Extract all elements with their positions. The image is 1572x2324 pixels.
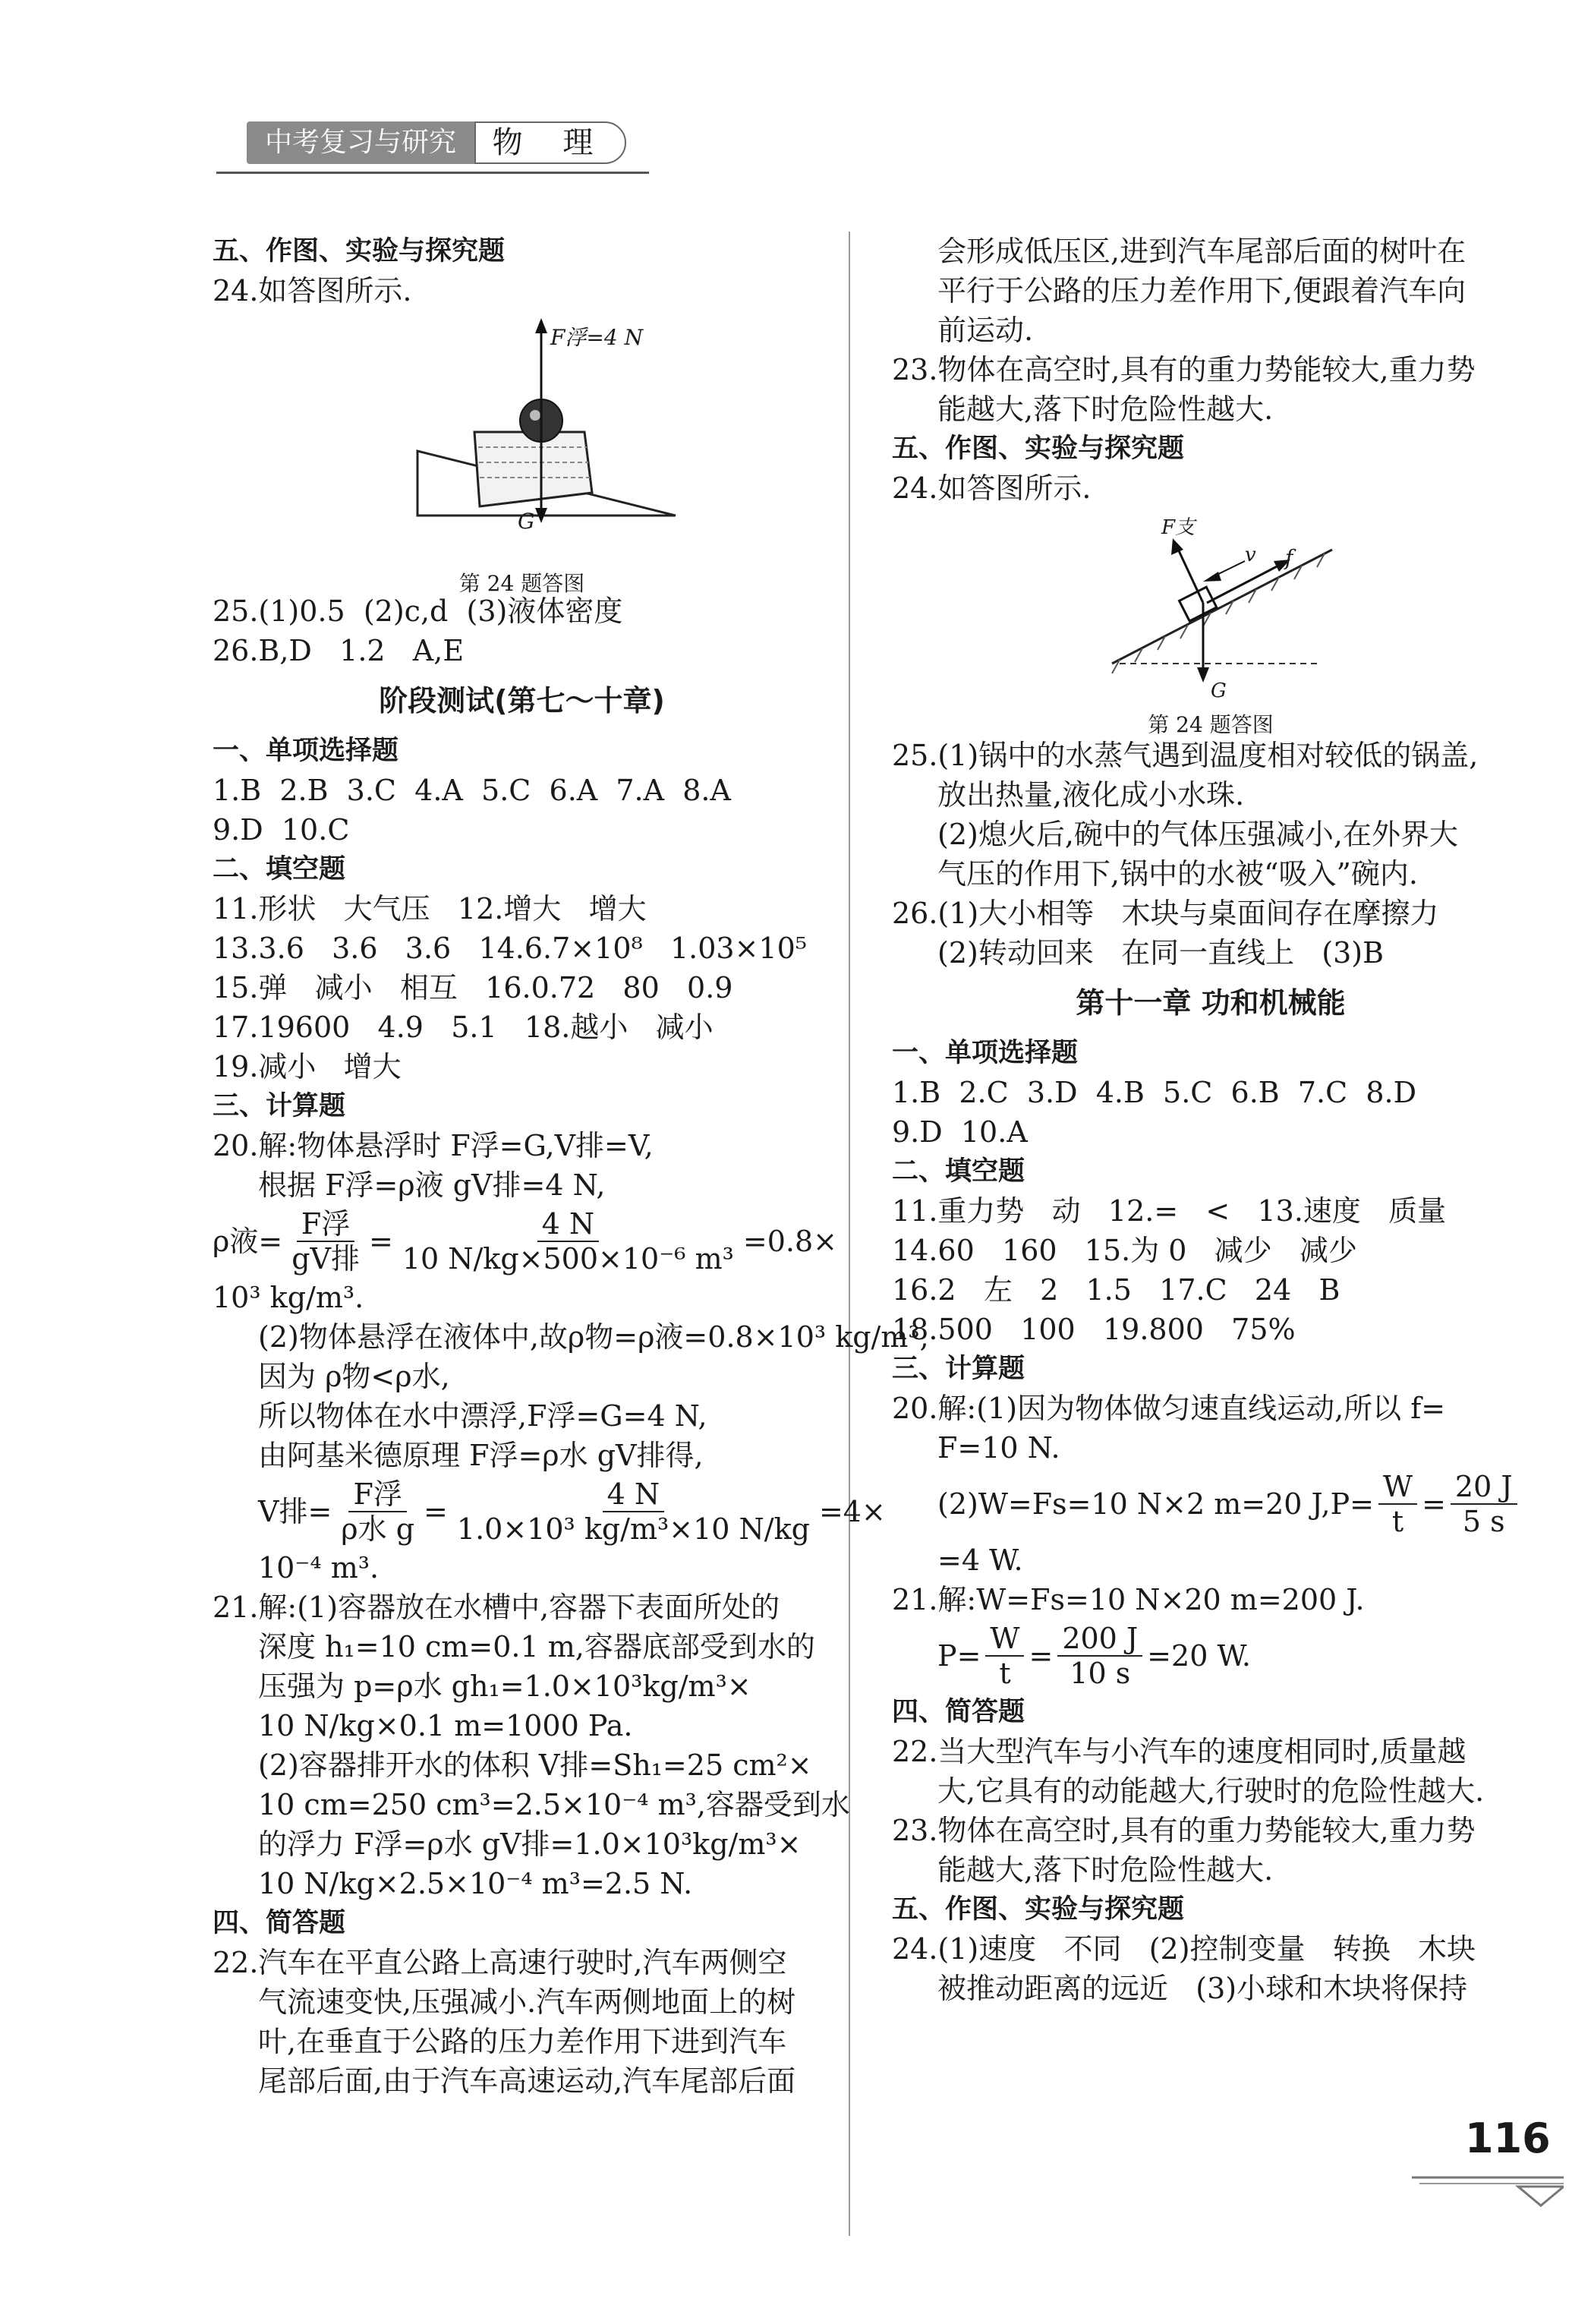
fraction-denominator: 10 s <box>1070 1657 1131 1690</box>
equation-text: P= <box>937 1639 981 1673</box>
answer-line: 深度 h₁=10 cm=0.1 m,容器底部受到水的 <box>258 1630 815 1663</box>
header-rule <box>216 172 649 174</box>
answer-line: 23.物体在高空时,具有的重力势能较大,重力势 <box>892 353 1476 386</box>
fraction-numerator: 20 J <box>1451 1470 1517 1505</box>
answer-line: 22.汽车在平直公路上高速行驶时,汽车两侧空 <box>213 1946 787 1979</box>
answer-line: 18.500 100 19.800 75% <box>892 1313 1296 1346</box>
answer-line: 26.(1)大小相等 木块与桌面间存在摩擦力 <box>892 897 1439 930</box>
column-divider <box>849 232 850 2236</box>
answer-line: 会形成低压区,进到汽车尾部后面的树叶在 <box>937 235 1466 268</box>
answer-line: 9.D 10.C <box>213 813 350 847</box>
equation-line <box>892 1619 1529 1692</box>
fraction-numerator: W <box>985 1622 1024 1657</box>
answer-line: 24.如答图所示. <box>213 274 412 307</box>
section-title: 五、作图、实验与探究题 <box>213 236 506 266</box>
fraction <box>287 1207 364 1276</box>
answer-line: 因为 ρ物<ρ水, <box>258 1360 450 1393</box>
answer-line: 26.B,D 1.2 A,E <box>213 634 465 667</box>
section-title: 一、单项选择题 <box>213 736 399 766</box>
fraction-denominator: 10 N/kg×500×10⁻⁶ m³ <box>402 1242 734 1276</box>
section-title: 二、填空题 <box>892 1156 1025 1187</box>
answer-line: 25.(1)0.5 (2)c,d (3)液体密度 <box>213 594 623 628</box>
answer-line: 9.D 10.A <box>892 1115 1028 1149</box>
equals-sign: = <box>424 1495 448 1528</box>
answer-line: (2)熄火后,碗中的气体压强减小,在外界大 <box>937 818 1458 851</box>
answer-line: (2)转动回来 在同一直线上 (3)B <box>937 936 1385 970</box>
equation-line <box>892 1468 1529 1540</box>
answer-line: F=10 N. <box>937 1431 1060 1465</box>
page-header <box>216 114 649 182</box>
fraction-numerator: F浮 <box>297 1207 354 1242</box>
answer-line: 10⁻⁴ m³. <box>258 1551 380 1585</box>
answer-line: 的浮力 F浮=ρ水 gV排=1.0×10³kg/m³× <box>258 1827 802 1861</box>
fraction-denominator: 5 s <box>1462 1505 1505 1538</box>
answer-line: 23.物体在高空时,具有的重力势能较大,重力势 <box>892 1814 1476 1847</box>
velocity-label: v <box>1245 544 1256 566</box>
fraction <box>1378 1470 1417 1538</box>
equation-text: =0.8× <box>742 1225 837 1258</box>
answer-line: 被推动距离的远近 (3)小球和木块将保持 <box>937 1972 1468 2005</box>
fraction-denominator: ρ水 g <box>341 1512 415 1546</box>
page-corner-decoration <box>1412 2171 1564 2209</box>
answer-line: 放出热量,液化成小水珠. <box>937 778 1245 812</box>
equals-sign: = <box>1029 1639 1054 1673</box>
answer-line: 所以物体在水中漂浮,F浮=G=4 N, <box>258 1399 707 1433</box>
figure-incline <box>892 508 1529 736</box>
answer-line: 22.当大型汽车与小汽车的速度相同时,质量越 <box>892 1735 1466 1768</box>
section-title: 三、计算题 <box>892 1354 1025 1384</box>
fraction-numerator: 4 N <box>603 1477 665 1512</box>
answer-line: 能越大,落下时危险性越大. <box>937 393 1274 426</box>
answer-line: 根据 F浮=ρ液 gV排=4 N, <box>258 1168 606 1202</box>
figure-caption: 第 24 题答图 <box>1148 712 1274 737</box>
equals-sign: = <box>368 1225 393 1258</box>
answer-line: 压强为 p=ρ水 gh₁=1.0×10³kg/m³× <box>258 1670 751 1703</box>
answer-line: 17.19600 4.9 5.1 18.越小 减小 <box>213 1011 714 1044</box>
answer-line: 气流速变快,压强减小.汽车两侧地面上的树 <box>258 1985 796 2019</box>
fraction <box>336 1477 419 1546</box>
answer-line: 1.B 2.C 3.D 4.B 5.C 6.B 7.C 8.D <box>892 1076 1417 1109</box>
answer-line: 由阿基米德原理 F浮=ρ水 gV排得, <box>258 1439 704 1472</box>
answer-line: 能越大,落下时危险性越大. <box>937 1853 1274 1887</box>
answer-line: 10³ kg/m³. <box>213 1281 364 1314</box>
answer-line: 11.形状 大气压 12.增大 增大 <box>213 892 647 926</box>
equation-text: =20 W. <box>1147 1639 1251 1673</box>
figure-buoyancy <box>213 311 831 596</box>
fraction-numerator: F浮 <box>348 1477 406 1512</box>
section-title: 一、单项选择题 <box>892 1038 1079 1068</box>
answer-line: 14.60 160 15.为 0 减少 减少 <box>892 1234 1357 1267</box>
fraction-denominator: gV排 <box>291 1242 360 1276</box>
answer-line: (2)物体悬浮在液体中,故ρ物=ρ液=0.8×10³ kg/m³, <box>258 1320 929 1354</box>
answer-line: 前运动. <box>937 314 1034 347</box>
buoyant-force-label: F浮=4 N <box>550 325 644 350</box>
answer-line: 叶,在垂直于公路的压力差作用下进到汽车 <box>258 2025 787 2058</box>
equation-line <box>213 1475 886 1548</box>
answer-line: 25.(1)锅中的水蒸气遇到温度相对较低的锅盖, <box>892 739 1479 772</box>
answer-line: 15.弹 减小 相互 16.0.72 80 0.9 <box>213 971 733 1004</box>
equals-sign: = <box>1422 1487 1446 1521</box>
series-title: 中考复习与研究 <box>247 121 474 164</box>
subject-title: 物 理 <box>474 121 626 164</box>
chapter-title: 第十一章 功和机械能 <box>1076 986 1346 1020</box>
fraction <box>1451 1470 1517 1538</box>
answer-line: 21.解:W=Fs=10 N×20 m=200 J. <box>892 1583 1365 1616</box>
section-title: 四、简答题 <box>892 1697 1025 1727</box>
answer-line: 10 N/kg×2.5×10⁻⁴ m³=2.5 N. <box>258 1867 693 1900</box>
equation-text: V排= <box>258 1495 332 1528</box>
section-title: 二、填空题 <box>213 854 346 885</box>
equation-text: ρ液= <box>213 1225 283 1258</box>
answer-line: 16.2 左 2 1.5 17.C 24 B <box>892 1273 1340 1307</box>
answer-line: 气压的作用下,锅中的水被“吸入”碗内. <box>937 857 1419 891</box>
answer-line: 10 cm=250 cm³=2.5×10⁻⁴ m³,容器受到水 <box>258 1788 850 1821</box>
support-force-label: F支 <box>1161 516 1196 539</box>
answer-line: 10 N/kg×0.1 m=1000 Pa. <box>258 1709 633 1742</box>
answer-line: 11.重力势 动 12.= < 13.速度 质量 <box>892 1194 1447 1228</box>
answer-line: 20.解:物体悬浮时 F浮=G,V排=V, <box>213 1129 654 1162</box>
answer-line: 13.3.6 3.6 3.6 14.6.7×10⁸ 1.03×10⁵ <box>213 932 808 965</box>
left-column <box>213 232 929 2101</box>
fraction <box>398 1207 739 1276</box>
fraction <box>985 1622 1024 1690</box>
stage-test-title: 阶段测试(第七～十章) <box>379 684 665 717</box>
answer-line: 21.解:(1)容器放在水槽中,容器下表面所处的 <box>213 1591 780 1624</box>
friction-label: f <box>1285 545 1293 570</box>
section-title: 三、计算题 <box>213 1091 346 1121</box>
answer-line: 尾部后面,由于汽车高速运动,汽车尾部后面 <box>258 2064 796 2098</box>
answer-line: =4 W. <box>937 1544 1023 1577</box>
fraction-numerator: 4 N <box>537 1207 600 1242</box>
answer-line: 24.(1)速度 不同 (2)控制变量 转换 木块 <box>892 1932 1476 1966</box>
page-number: 116 <box>1465 2114 1551 2162</box>
figure-caption: 第 24 题答图 <box>458 571 585 596</box>
answer-line: 24.如答图所示. <box>892 471 1092 505</box>
equation-line <box>213 1205 837 1278</box>
section-title: 四、简答题 <box>213 1908 346 1938</box>
answer-line: 平行于公路的压力差作用下,便跟着汽车向 <box>937 274 1466 307</box>
equation-text: =4× <box>818 1495 886 1528</box>
gravity-label: G <box>1211 680 1227 702</box>
fraction-numerator: W <box>1378 1470 1417 1505</box>
gravity-label: G <box>518 509 535 534</box>
answer-line: 大,它具有的动能越大,行驶时的危险性越大. <box>937 1774 1485 1808</box>
equation-text: (2)W=Fs=10 N×2 m=20 J,P= <box>937 1487 1375 1521</box>
fraction-denominator: t <box>999 1657 1011 1690</box>
answer-line: (2)容器排开水的体积 V排=Sh₁=25 cm²× <box>258 1749 812 1782</box>
fraction-denominator: t <box>1391 1505 1404 1538</box>
fraction-denominator: 1.0×10³ kg/m³×10 N/kg <box>456 1512 810 1546</box>
section-title: 五、作图、实验与探究题 <box>892 434 1185 464</box>
section-title: 五、作图、实验与探究题 <box>892 1894 1185 1925</box>
right-column <box>892 232 1529 2008</box>
fraction <box>452 1477 814 1546</box>
fraction-numerator: 200 J <box>1057 1622 1142 1657</box>
answer-line: 19.减小 增大 <box>213 1050 402 1083</box>
answer-line: 20.解:(1)因为物体做匀速直线运动,所以 f= <box>892 1392 1446 1425</box>
answer-line: 1.B 2.B 3.C 4.A 5.C 6.A 7.A 8.A <box>213 774 731 807</box>
fraction <box>1057 1622 1142 1690</box>
